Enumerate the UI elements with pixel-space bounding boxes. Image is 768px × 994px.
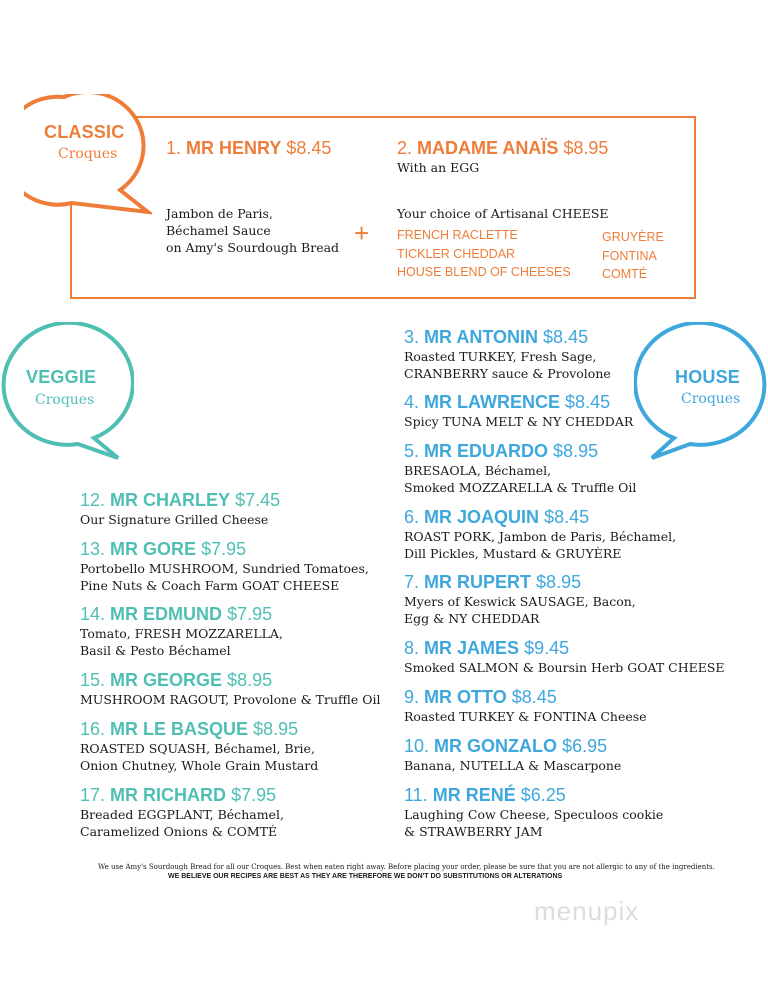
watermark: menupix (534, 896, 640, 926)
item-price: $7.95 (231, 785, 277, 805)
item-title (80, 718, 318, 740)
item-number: 8. (404, 638, 420, 658)
item-title (404, 391, 633, 413)
item-price: $8.95 (536, 572, 582, 592)
item-number: 10. (404, 736, 430, 756)
cheese-option: HOUSE BLEND OF CHEESES (397, 265, 571, 279)
item-price: $8.95 (553, 441, 599, 461)
description-line: Myers of Keswick SAUSAGE, Bacon, (404, 594, 636, 609)
description-line: Jambon de Paris, (166, 206, 273, 221)
item-price: $8.45 (543, 327, 589, 347)
item-title (404, 686, 647, 708)
item-price: $7.95 (227, 604, 273, 624)
item-number: 17. (80, 785, 106, 805)
item-price: $7.45 (235, 490, 281, 510)
item-price: $8.45 (511, 687, 557, 707)
cheese-option: COMTÉ (602, 267, 648, 281)
description-line: Basil & Pesto Béchamel (80, 643, 231, 658)
menu-item-mr-lawrence (404, 391, 633, 430)
item-number: 1. (166, 138, 182, 158)
house-title: HOUSE (675, 367, 741, 387)
item-title (80, 784, 284, 806)
item-name: MR EDUARDO (424, 441, 549, 461)
description-line: Egg & NY CHEDDAR (404, 611, 540, 626)
description-line: Pine Nuts & Coach Farm GOAT CHEESE (80, 578, 340, 593)
item-name: MR GEORGE (110, 670, 223, 690)
cheese-choice-label: Your choice of Artisanal CHEESE (397, 206, 609, 221)
veggie-subtitle: Croques (35, 392, 95, 408)
description-line: Spicy TUNA MELT & NY CHEDDAR (404, 414, 634, 429)
item-price: $6.25 (520, 785, 566, 805)
item-price: $8.45 (565, 392, 611, 412)
menu-item-madame-anais (397, 137, 608, 176)
item-price: $8.45 (286, 138, 332, 158)
item-name: MR EDMUND (110, 604, 223, 624)
description-line: Breaded EGGPLANT, Béchamel, (80, 807, 284, 822)
item-name: MR CHARLEY (110, 490, 231, 510)
menu-item-mr-gonzalo (404, 735, 621, 774)
item-name: MR ANTONIN (424, 327, 539, 347)
item-number: 9. (404, 687, 420, 707)
classic-subtitle: Croques (58, 146, 118, 162)
item-title (404, 784, 663, 806)
description-line: BRESAOLA, Béchamel, (404, 463, 552, 478)
item-price: $8.95 (253, 719, 299, 739)
item-title (80, 669, 381, 691)
description-line: CRANBERRY sauce & Provolone (404, 366, 611, 381)
item-title (80, 538, 369, 560)
classic-title: CLASSIC (44, 122, 125, 142)
plus-sign: + (354, 218, 370, 248)
item-price: $6.95 (562, 736, 608, 756)
item-number: 6. (404, 507, 420, 527)
description-line: Béchamel Sauce (166, 223, 271, 238)
item-title (404, 571, 636, 593)
item-number: 5. (404, 441, 420, 461)
item-description (166, 205, 339, 256)
menu-item-mr-antonin (404, 326, 611, 382)
item-number: 4. (404, 392, 420, 412)
cheese-list-right (602, 228, 664, 284)
item-name: MR RICHARD (110, 785, 227, 805)
item-title (397, 137, 608, 159)
item-number: 16. (80, 719, 106, 739)
description-line: Smoked SALMON & Boursin Herb GOAT CHEESE (404, 660, 725, 675)
item-subline: With an EGG (397, 160, 480, 175)
item-name: MR RUPERT (424, 572, 532, 592)
menu-item-mr-gore (80, 538, 369, 594)
menu-item-mr-charley (80, 489, 280, 528)
item-name: MADAME ANAÏS (417, 138, 559, 158)
item-number: 7. (404, 572, 420, 592)
item-name: MR OTTO (424, 687, 507, 707)
description-line: MUSHROOM RAGOUT, Provolone & Truffle Oil (80, 692, 381, 707)
menu-item-mr-otto (404, 686, 647, 725)
item-number: 13. (80, 539, 106, 559)
menu-item-mr-george (80, 669, 381, 708)
item-price: $8.95 (227, 670, 273, 690)
item-number: 2. (397, 138, 413, 158)
item-number: 14. (80, 604, 106, 624)
menu-item-mr-joaquin (404, 506, 676, 562)
item-title (404, 735, 621, 757)
description-line: Smoked MOZZARELLA & Truffle Oil (404, 480, 637, 495)
menu-item-mr-richard (80, 784, 284, 840)
description-line: Our Signature Grilled Cheese (80, 512, 269, 527)
cheese-list-left (397, 226, 571, 282)
menu-item-mr-henry (166, 137, 331, 159)
menu-item-mr-edmund (80, 603, 283, 659)
cheese-option: FRENCH RACLETTE (397, 228, 518, 242)
item-name: MR JOAQUIN (424, 507, 540, 527)
menu-item-mr-rene (404, 784, 663, 840)
item-title (404, 440, 636, 462)
description-line: Portobello MUSHROOM, Sundried Tomatoes, (80, 561, 369, 576)
footer-note: We use Amy's Sourdough Bread for all our Croques. Best when eaten right away. Before placing your order, please be sure that you are not allergic to any of the ingredients. (98, 863, 715, 871)
description-line: ROAST PORK, Jambon de Paris, Béchamel, (404, 529, 677, 544)
item-name: MR LAWRENCE (424, 392, 561, 412)
description-line: & STRAWBERRY JAM (404, 824, 543, 839)
menu-item-mr-le-basque (80, 718, 318, 774)
item-title (80, 489, 280, 511)
description-line: Banana, NUTELLA & Mascarpone (404, 758, 622, 773)
item-number: 11. (404, 785, 428, 805)
item-name: MR HENRY (186, 138, 282, 158)
item-number: 15. (80, 670, 106, 690)
item-name: MR GORE (110, 539, 197, 559)
item-price: $8.45 (544, 507, 590, 527)
menu-item-mr-james (404, 637, 725, 676)
item-name: MR RENÉ (432, 785, 516, 805)
item-number: 12. (80, 490, 106, 510)
footer-policy: WE BELIEVE OUR RECIPES ARE BEST AS THEY ARE THEREFORE WE DON'T DO SUBSTITUTIONS OR ALTERATIONS (168, 873, 563, 880)
house-subtitle: Croques (681, 391, 741, 407)
cheese-option: TICKLER CHEDDAR (397, 246, 516, 261)
item-title (404, 326, 611, 348)
cheese-option: FONTINA (602, 248, 657, 263)
menu-item-mr-rupert (404, 571, 636, 627)
description-line: Roasted TURKEY & FONTINA Cheese (404, 709, 647, 724)
description-line: Onion Chutney, Whole Grain Mustard (80, 758, 319, 773)
item-number: 3. (404, 327, 420, 347)
item-price: $9.45 (524, 638, 570, 658)
description-line: ROASTED SQUASH, Béchamel, Brie, (80, 741, 315, 756)
item-name: MR JAMES (424, 638, 520, 658)
item-name: MR GONZALO (434, 736, 558, 756)
item-title (80, 603, 283, 625)
item-title (404, 506, 676, 528)
item-price: $8.95 (563, 138, 609, 158)
description-line: Laughing Cow Cheese, Speculoos cookie (404, 807, 664, 822)
description-line: on Amy's Sourdough Bread (166, 240, 340, 255)
item-title (404, 637, 725, 659)
veggie-title: VEGGIE (26, 367, 97, 387)
menu-item-mr-eduardo (404, 440, 636, 496)
description-line: Caramelized Onions & COMTÉ (80, 824, 278, 839)
description-line: Tomato, FRESH MOZZARELLA, (80, 626, 283, 641)
description-line: Roasted TURKEY, Fresh Sage, (404, 349, 597, 364)
cheese-option: GRUYÈRE (602, 230, 664, 244)
item-title (166, 137, 331, 159)
description-line: Dill Pickles, Mustard & GRUYÈRE (404, 546, 622, 561)
item-price: $7.95 (201, 539, 247, 559)
item-name: MR LE BASQUE (110, 719, 249, 739)
